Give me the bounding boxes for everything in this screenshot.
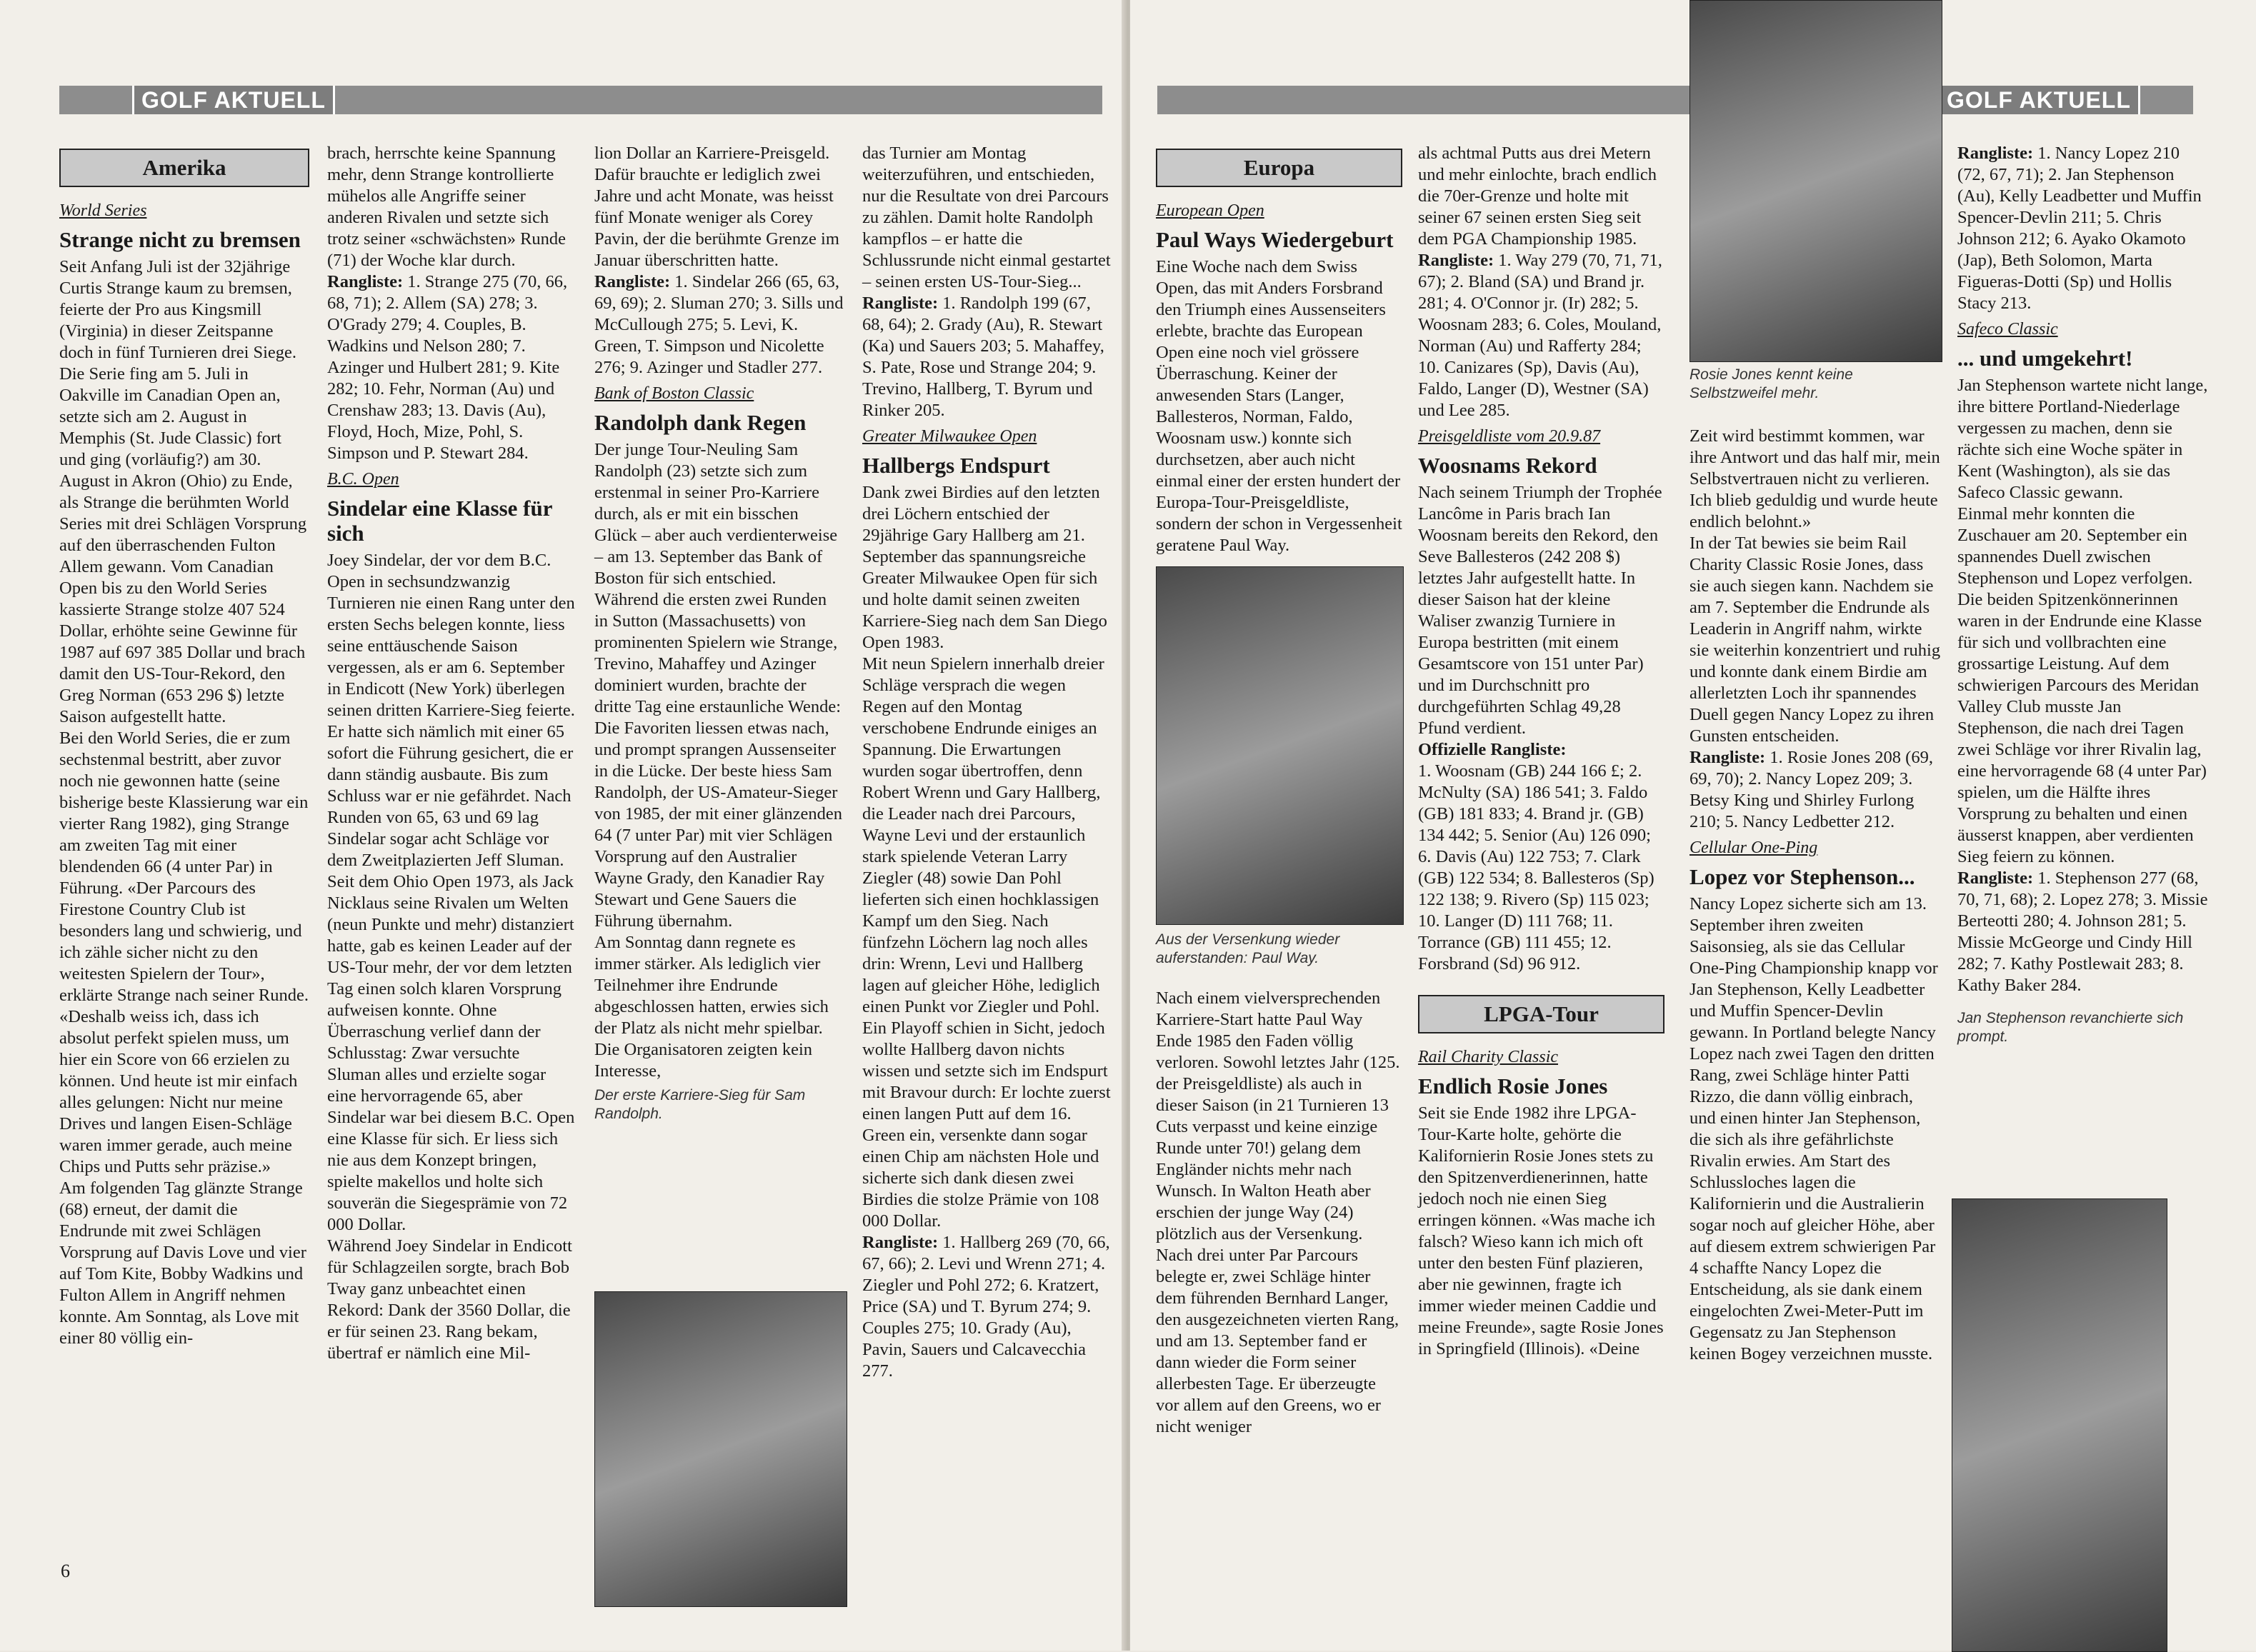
results-text: 1. Way 279 (70, 71, 71, 67); 2. Bland (SA) und Brand jr. 281; 4. O'Connor jr. (Ir) 282; 5. Woosnam 283; 6. Coles, Mouland, Norman (Au) und Rafferty 284; 10. Canizares (Sp), Davis (Au), Faldo, Langer (D), Westner (SA) und Lee 285. — [1418, 251, 1662, 420]
column-6 — [1418, 143, 1664, 1360]
photo-caption: Aus der Versenkung wieder auferstanden: Paul Way. — [1156, 931, 1340, 966]
article-body: Nancy Lopez sicherte sich am 13. September ihren zweiten Saisonsieg, als sie das Cellular One-Ping Championship knapp vor Jan Stephenson, Kelly Leadbetter und Muffin Spencer-Devlin gewann. In Portland belegte Nancy Lopez nach zwei Tagen den dritten Rang, zwei Schläge hinter Patti Rizzo, die dann völlig einbrach, und einen hinter Jan Stephenson, die sich als ihre gefährlichste Rivalin erwies. Am Start des Schlussloches lagen die Kalifornierin und die Australierin sogar noch auf gleicher Höhe, aber auf diesem extrem schwierigen Par 4 schaffte Nancy Lopez die Entscheidung, als sie dank einem eingelochten Zwei-Meter-Putt im Gegensatz zu Jan Stephenson keinen Bogey verzeichnen musste. — [1689, 894, 1938, 1363]
article-body: Mit neun Spielern innerhalb dreier Schläge versprach die wegen Regen auf den Montag verschobene Endrunde einiges an Spannung. Die Erwartungen wurden sogar übertroffen, denn Robert Wrenn und Gary Hallberg, die Leader nach drei Parcours, Wayne Levi und der erstaunlich stark spielende Veteran Larry Ziegler (48) sowie Dan Pohl lieferten sich einen hochklassigen Kampf um den Sieg. Nach fünfzehn Löchern lag noch alles drin: Wrenn, Levi und Hallberg lagen auf gleicher Höhe, lediglich einen Punkt vor Ziegler und Pohl. Ein Playoff schien in Sicht, jedoch wollte Hallberg davon nichts wissen und setzte sich im Endspurt mit Bravour durch: Er lochte zuerst einen langen Putt auf dem 16. Green ein, versenkte dann sogar einen Chip am nächsten Hole und sicherte sich dank diesen zwei Birdies die stolze Prämie von 108 000 Dollar. — [862, 654, 1111, 1231]
headline: ... und umgekehrt! — [1957, 346, 2133, 371]
section-header-label: GOLF AKTUELL — [132, 86, 335, 114]
column-4 — [862, 143, 1112, 1382]
section-box-amerika: Amerika — [59, 149, 309, 187]
article-body: Während Joey Sindelar in Endicott für Schlagzeilen sorgte, brach Bob Tway ganz unbeachtet einen Rekord: Dank der 3560 Dollar, die er für seinen 23. Rang bekam, übertraf er nämlich eine Mil- — [327, 1236, 572, 1363]
kicker: Preisgeldliste vom 20.9.87 — [1418, 427, 1601, 446]
headline: Woosnams Rekord — [1418, 453, 1597, 478]
article-body: Nach seinem Triumph der Trophée Lancôme in Paris brach Ian Woosnam bereits den Rekord, den Seve Ballesteros (242 208 $) letztes Jahr aufgestellt hatte. In dieser Saison hat der kleine Waliser zwanzig Turniere in Europa bestritten (mit einem Gesamtscore von 151 unter Par) und im Durchschnitt pro durchgeführten Schlag 49,28 Pfund verdient. — [1418, 483, 1662, 738]
article-body: Zeit wird bestimmt kommen, war ihre Antwort und das half mir, mein Selbstvertrauen nicht zu verlieren. Ich blieb geduldig und wurde heute endlich belohnt.» — [1689, 426, 1940, 531]
photo-sam-randolph — [594, 1291, 847, 1607]
column-7 — [1689, 366, 1941, 1365]
kicker: Bank of Boston Classic — [594, 384, 754, 403]
right-page — [1130, 0, 2256, 1651]
column-2 — [327, 143, 577, 1364]
article-body: als achtmal Putts aus drei Metern und mehr einlochte, brach endlich die 70er-Grenze und holte mit seiner 67 seinen ersten Sieg seit dem PGA Championship 1985. — [1418, 144, 1657, 249]
section-box-lpga: LPGA-Tour — [1418, 995, 1664, 1033]
article-body: Seit Anfang Juli ist der 32jährige Curtis Strange kaum zu bremsen, feierte der Pro aus Kingsmill (Virginia) in dieser Zeitspanne doch in fünf Turnieren drei Siege. Die Serie fing am 5. Juli in Oakville im Canadian Open an, setzte sich am 2. August in Memphis (St. Jude Classic) fort und ging (vorläufig?) am 30. August in Akron (Ohio) zu Ende, als Strange die berühmten World Series mit drei Schlägen Vorsprung auf den überraschenden Fulton Allem gewann. Vom Canadian Open bis zu den World Series kassierte Strange stolze 407 524 Dollar, erhöhte seine Gewinne für 1987 auf 697 385 Dollar und brach damit den US-Tour-Rekord, den Greg Norman (653 296 $) letzte Saison aufgestellt hatte. — [59, 257, 307, 726]
headline: Lopez vor Stephenson... — [1689, 864, 1915, 889]
article-body: Der junge Tour-Neuling Sam Randolph (23) setzte sich zum erstenmal in seiner Pro-Karriere durch, als er mit ein bisschen Glück – aber auch verdienterweise – am 13. September das Bank of Boston für sich entschied. — [594, 440, 838, 588]
results-list — [862, 293, 1112, 421]
article-body: brach, herrschte keine Spannung mehr, denn Strange kontrollierte mühelos alle Angriffe seiner anderen Rivalen und setzte sich trotz seiner «schwächsten» Runde (71) der Woche klar durch. — [327, 144, 567, 270]
article-body: lion Dollar an Karriere-Preisgeld. Dafür brauchte er lediglich zwei Jahre und acht Monate, was heisst fünf Monate weniger als Corey Pavin, der die berühmte Grenze im Januar überschritten hatte. — [594, 144, 839, 270]
results-list — [594, 271, 844, 379]
results-text: 1. Nancy Lopez 210 (72, 67, 71); 2. Jan Stephenson (Au), Kelly Leadbetter und Muffin Spencer-Devlin 211; 5. Chris Johnson 212; 6. Ayako Okamoto (Jap), Beth Solomon, Marta Figueras-Dotti (Sp) und Hollis Stacy 213. — [1957, 144, 2202, 313]
results-text: 1. Hallberg 269 (70, 66, 67, 66); 2. Levi und Wrenn 271; 4. Ziegler und Pohl 272; 6. Kratzert, Price (SA) und T. Byrum 274; 9. Couples 275; 10. Grady (Au), Pavin, Sauers und Calcavecchia 277. — [862, 1233, 1110, 1381]
column-1 — [59, 149, 309, 1349]
photo-paul-way — [1156, 566, 1404, 925]
official-results-label: Offizielle Rangliste: — [1418, 740, 1567, 759]
section-header-label: GOLF AKTUELL — [1937, 86, 2140, 114]
official-results: 1. Woosnam (GB) 244 166 £; 2. McNulty (SA) 186 541; 3. Faldo (GB) 181 833; 4. Brand jr. (GB) 134 442; 5. Senior (Au) 126 090; 6. Davis (Au) 122 753; 7. Clark (GB) 122 534; 8. Ballesteros (Sp) 122 138; 9. Rivero (Sp) 115 023; 10. Langer (D) 111 768; 11. Torrance (GB) 111 455; 12. Forsbrand (Sd) 96 912. — [1418, 761, 1654, 973]
photo-caption: Rosie Jones kennt keine Selbstzweifel mehr. — [1689, 366, 1853, 401]
results-text: 1. Rosie Jones 208 (69, 69, 70); 2. Nancy Lopez 209; 3. Betsy King und Shirley Furlong 210; 5. Nancy Ledbetter 212. — [1689, 748, 1933, 831]
results-list — [1957, 143, 2209, 314]
article-body: Während die ersten zwei Runden in Sutton (Massachusetts) von prominenten Spielern wie Strange, Trevino, Mahaffey und Azinger dominiert wurden, brachte der dritte Tag eine erstaunliche Wende: Die Favoriten liessen etwas nach, und prompt sprangen Aussenseiter in die Lücke. Der beste hiess Sam Randolph, der US-Amateur-Sieger von 1985, der mit einer glänzenden 64 (7 unter Par) mit vier Schlägen Vorsprung auf den Australier Wayne Grady, den Kanadier Ray Stewart und Gene Sauers die Führung übernahm. — [594, 590, 842, 931]
kicker: Safeco Classic — [1957, 320, 2058, 339]
results-list — [327, 271, 577, 464]
article-body: Am folgenden Tag glänzte Strange (68) erneut, der damit die Endrunde mit zwei Schlägen Vorsprung auf Davis Love und vier auf Tom Kite, Bobby Wadkins und Fulton Allem in Angriff nehmen konnte. Am Sonntag, als Love mit einer 80 völlig ein- — [59, 1178, 306, 1348]
results-label: Rangliste: — [1957, 144, 2034, 163]
article-body: Einmal mehr konnten die Zuschauer am 20. September ein spannendes Duell zwischen Stephenson und Lopez verfolgen. Die beiden Spitzenkönnerinnen waren in der Endrunde eine Klasse für sich und vollbrachten eine grossartige Leistung. Auf dem schwierigen Parcours des Meridan Valley Club musste Jan Stephenson, die nach drei Tagen zwei Schläge vor ihrer Rivalin lag, eine hervorragende 68 (4 unter Par) spielen, um die Hälfte ihres Vorsprung zu behalten und einen äusserst knappen, aber verdienten Sieg feiern zu können. — [1957, 504, 2207, 866]
headline: Paul Ways Wiedergeburt — [1156, 227, 1394, 252]
results-list — [1957, 868, 2209, 996]
column-5 — [1156, 149, 1402, 1438]
headline: Randolph dank Regen — [594, 410, 807, 435]
section-box-europa: Europa — [1156, 149, 1402, 187]
results-label: Rangliste: — [1957, 868, 2034, 888]
results-list — [1418, 250, 1664, 421]
results-label: Rangliste: — [862, 1233, 939, 1252]
kicker: Rail Charity Classic — [1418, 1048, 1559, 1066]
article-body: das Turnier am Montag weiterzuführen, und entschieden, nur die Resultate von drei Parcours zu zählen. Damit holte Randolph kampflos – er hatte die Schlussrunde nicht einmal gestartet – seinen ersten US-Tour-Sieg... — [862, 144, 1111, 291]
results-label: Rangliste: — [1418, 251, 1494, 270]
photo-jan-stephenson — [1952, 1198, 2167, 1652]
results-text: 1. Strange 275 (70, 66, 68, 71); 2. Allem (SA) 278; 3. O'Grady 279; 4. Couples, B. Wadkins und Nelson 280; 7. Azinger und Hulbert 281; 9. Kite 282; 10. Fehr, Norman (Au) und Crenshaw 283; 13. Davis (Au), Floyd, Hoch, Mize, Pohl, S. Simpson und P. Stewart 284. — [327, 272, 568, 463]
page-number: 6 — [61, 1561, 70, 1581]
column-8 — [1957, 143, 2209, 1046]
results-list — [1689, 747, 1941, 833]
results-label: Rangliste: — [327, 272, 404, 291]
results-text: 1. Sindelar 266 (65, 63, 69, 69); 2. Sluman 270; 3. Sills und McCullough 275; 5. Levi, K. Green, T. Simpson und Nicolette 276; 9. Azinger und Stadler 277. — [594, 272, 844, 377]
article-body: Dank zwei Birdies auf den letzten drei Löchern entschied der 29jährige Gary Hallberg am 21. September das spannungsreiche Greater Milwaukee Open für sich und holte damit seinen zweiten Karriere-Sieg nach dem San Diego Open 1983. — [862, 483, 1107, 652]
kicker: B.C. Open — [327, 470, 399, 489]
article-body: Bei den World Series, die er zum sechstenmal bestritt, aber zuvor noch nie gewonnen hatte (seine bisherige beste Klassierung war ein vierter Rang 1982), ging Strange am zweiten Tag mit einer blendenden 66 (4 unter Par) in Führung. «Der Parcours des Firestone Country Club ist besonders lang und schwierig, und ich zähle sicher nicht zu den weitesten Spielern der Tour», erklärte Strange nach seiner Runde. «Deshalb weiss ich, dass ich absolut perfekt spielen muss, um hier ein Score von 66 erzielen zu können. Und heute ist mir einfach alles gelungen: Nicht nur meine Drives und langen Eisen-Schläge waren immer gerade, auch meine Chips und Putts sehr präzise.» — [59, 729, 309, 1176]
photo-caption: Der erste Karriere-Sieg für Sam Randolph. — [594, 1087, 806, 1122]
headline: Hallbergs Endspurt — [862, 453, 1050, 478]
photo-caption: Jan Stephenson revanchierte sich prompt. — [1957, 1010, 2184, 1045]
results-text: 1. Stephenson 277 (68, 70, 71, 68); 2. Lopez 278; 3. Missie Berteotti 280; 4. Johnson 281; 5. Missie McGeorge und Cindy Hill 282; 7. Kathy Postlewait 283; 8. Kathy Baker 284. — [1957, 868, 2208, 995]
photo-rosie-jones — [1689, 0, 1942, 362]
article-body: Am Sonntag dann regnete es immer stärker. Als lediglich vier Teilnehmer ihre Endrunde abgeschlossen hatten, erwies sich der Platz als nicht mehr spielbar. Die Organisatoren zeigten kein Interesse, — [594, 933, 829, 1081]
article-body: Seit sie Ende 1982 ihre LPGA-Tour-Karte holte, gehörte die Kalifornierin Rosie Jones stets zu den Spitzenverdienerinnen, hatte jedoch noch nie einen Sieg erringen können. «Was mache ich falsch? Wieso kann ich mich oft unter den besten Fünf plazieren, aber nie gewinnen, fragte ich immer wieder meinen Caddie und meine Freunde», sagte Rosie Jones in Springfield (Illinois). «Deine — [1418, 1103, 1664, 1358]
article-body: Joey Sindelar, der vor dem B.C. Open in sechsundzwanzig Turnieren nie einen Rang unter den ersten Sechs belegen konnte, liess seine enttäuschende Saison vergessen, als er am 6. September in Endicott (New York) überlegen seinen dritten Karriere-Sieg feierte. Er hatte sich nämlich mit einer 65 sofort die Führung gesichert, die er dann ständig ausbaute. Bis zum Schluss war er nie gefährdet. Nach Runden von 65, 63 und 69 lag Sindelar sogar acht Schläge vor dem Zweitplazierten Jeff Sluman. Seit dem Ohio Open 1973, als Jack Nicklaus seine Rivalen um Welten (neun Punkte und mehr) distanziert hatte, gab es keinen Leader auf der US-Tour mehr, der vor dem letzten Tag einen solch klaren Vorsprung aufweisen konnte. Ohne Überraschung verlief dann der Schlusstag: Zwar versuchte Sluman alles und erzielte sogar eine hervorragende 65, aber Sindelar war bei diesem B.C. Open eine Klasse für sich. Er liess sich nie aus dem Konzept bringen, spielte makellos und holte sich souverän die Siegesprämie von 72 000 Dollar. — [327, 551, 575, 1234]
column-3 — [594, 143, 844, 1123]
results-list — [862, 1232, 1112, 1382]
headline: Strange nicht zu bremsen — [59, 227, 301, 252]
article-body: In der Tat bewies sie beim Rail Charity Classic Rosie Jones, dass sie auch siegen kann. Nachdem sie am 7. September die Endrunde als Leaderin in Angriff nahm, wirkte sie weiterhin konzentriert und ruhig und konnte dank einem Birdie am allerletzten Loch ihr spannendes Duell gegen Nancy Lopez zu ihren Gunsten entscheiden. — [1689, 534, 1941, 746]
results-label: Rangliste: — [862, 294, 939, 313]
results-label: Rangliste: — [1689, 748, 1766, 767]
left-page — [0, 0, 1126, 1651]
article-body: Jan Stephenson wartete nicht lange, ihre bittere Portland-Niederlage vergessen zu machen, denn sie rächte sich eine Woche später in Kent (Washington), als sie das Safeco Classic gewann. — [1957, 376, 2208, 502]
kicker: World Series — [59, 201, 147, 220]
results-text: 1. Randolph 199 (67, 68, 64); 2. Grady (Au), R. Stewart (Ka) und Sauers 203; 5. Mahaffey, S. Pate, Rose und Strange 204; 9. Trevino, Hallberg, T. Byrum und Rinker 205. — [862, 294, 1104, 420]
article-body: Nach einem vielversprechenden Karriere-Start hatte Paul Way Ende 1985 den Faden völlig verloren. Sowohl letztes Jahr (125. der Preisgeldliste) als auch in dieser Saison (in 21 Turnieren 13 Cuts verpasst und keine einzige Runde unter 70!) gelang dem Engländer nichts mehr nach Wunsch. In Walton Heath aber erschien der junge Way (24) plötzlich aus der Versenkung. Nach drei unter Par Parcours belegte er, zwei Schläge hinter dem führenden Bernhard Langer, den ausgezeichneten vierten Rang, und am 13. September fand er dann wieder die Form seiner allerbesten Tage. Er überzeugte vor allem auf den Greens, wo er nicht weniger — [1156, 988, 1400, 1436]
kicker: Greater Milwaukee Open — [862, 427, 1037, 446]
headline: Sindelar eine Klasse für sich — [327, 496, 552, 546]
results-label: Rangliste: — [594, 272, 671, 291]
headline: Endlich Rosie Jones — [1418, 1073, 1608, 1098]
article-body: Eine Woche nach dem Swiss Open, das mit Anders Forsbrand den Triumph eines Aussenseiters erlebte, brachte das European Open eine noch viel grössere Überraschung. Keiner der anwesenden Stars (Langer, Ballesteros, Norman, Faldo, Woosnam usw.) konnte sich durchsetzen, aber auch nicht einmal einer der ersten hundert der Europa-Tour-Preisgeldliste, sondern der schon in Vergessenheit geratene Paul Way. — [1156, 257, 1402, 555]
kicker: Cellular One-Ping — [1689, 838, 1818, 857]
kicker: European Open — [1156, 201, 1264, 220]
